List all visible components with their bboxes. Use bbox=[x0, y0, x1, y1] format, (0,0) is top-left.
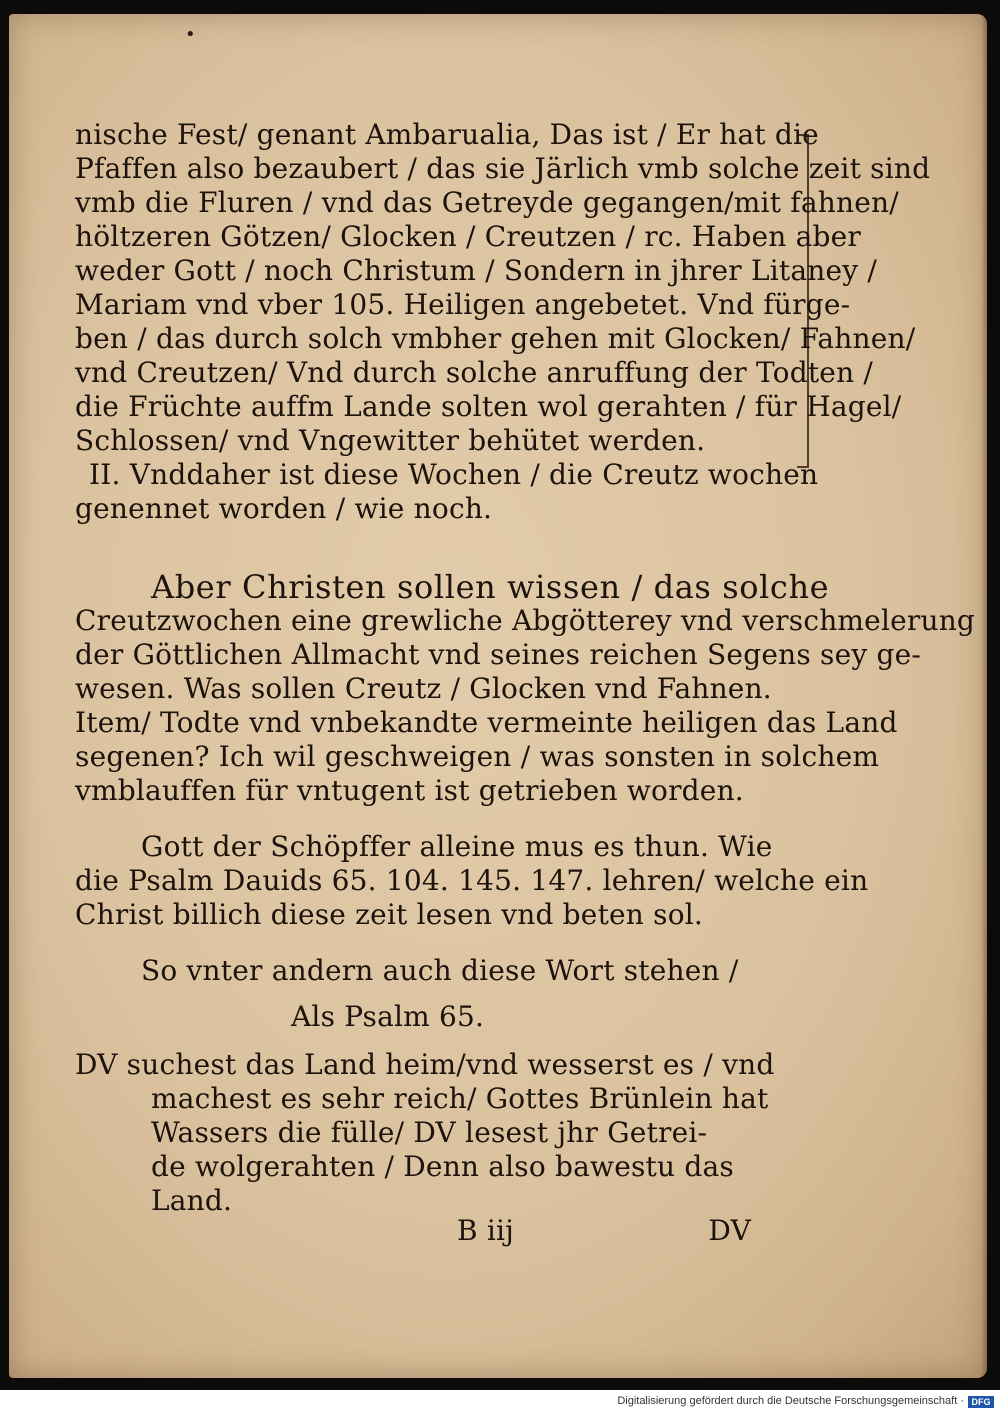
catchword: DV bbox=[708, 1214, 751, 1247]
paragraph-1 bbox=[75, 118, 931, 526]
book-page bbox=[9, 14, 987, 1378]
text-line: höltzeren Götzen/ Glocken / Creutzen / rc. Haben aber bbox=[75, 220, 861, 253]
page-edge-shadow bbox=[981, 14, 987, 1378]
paragraph-3 bbox=[75, 830, 869, 932]
text-line: segenen? Ich wil geschweigen / was sonsten in solchem bbox=[75, 740, 880, 773]
text-line: Mariam vnd vber 105. Heiligen angebetet. Vnd fürge- bbox=[75, 288, 851, 321]
text-line: vmb die Fluren / vnd das Getreyde gegangen/mit fahnen/ bbox=[75, 186, 899, 219]
text-line: die Psalm Dauids 65. 104. 145. 147. lehren/ welche ein bbox=[75, 864, 869, 897]
text-line: Pfaffen also bezaubert / das sie Järlich vmb solche zeit sind bbox=[75, 152, 931, 185]
text-line: vnd Creutzen/ Vnd durch solche anruffung der Todten / bbox=[75, 356, 874, 389]
text-line: ben / das durch solch vmbher gehen mit Glocken/ Fahnen/ bbox=[75, 322, 916, 355]
text-line: Item/ Todte vnd vnbekandte vermeinte heiligen das Land bbox=[75, 706, 898, 739]
text-line: So vnter andern auch diese Wort stehen / bbox=[141, 954, 739, 987]
text-line: Land. bbox=[151, 1184, 233, 1217]
paragraph-2 bbox=[75, 568, 976, 808]
psalm-text bbox=[75, 1048, 811, 1218]
text-line: DV suchest das Land heim/vnd wesserst es / vnd bbox=[75, 1048, 775, 1081]
funding-credit: Digitalisierung gefördert durch die Deutsche Forschungsgemeinschaft · bbox=[617, 1395, 964, 1407]
text-line: Creutzwochen eine grewliche Abgötterey vnd verschmelerung bbox=[75, 604, 976, 637]
text-line: vmblauffen für vntugent ist getrieben worden. bbox=[75, 774, 744, 807]
text-line: nische Fest/ genant Ambarualia, Das ist / Er hat die bbox=[75, 118, 819, 151]
text-line: die Früchte auffm Lande solten wol gerahten / für Hagel/ bbox=[75, 390, 902, 423]
text-line: Wassers die fülle/ DV lesest jhr Getrei- bbox=[151, 1116, 708, 1149]
page-footer-line bbox=[75, 1214, 811, 1248]
text-line: weder Gott / noch Christum / Sondern in jhrer Litaney / bbox=[75, 254, 877, 287]
text-line: der Göttlichen Allmacht vnd seines reichen Segens sey ge- bbox=[75, 638, 922, 671]
text-line: wesen. Was sollen Creutz / Glocken vnd Fahnen. bbox=[75, 672, 772, 705]
signature-mark: B iij bbox=[457, 1214, 515, 1247]
text-line: machest es sehr reich/ Gottes Brünlein hat bbox=[151, 1082, 769, 1115]
psalm-heading-block bbox=[75, 1000, 811, 1034]
corner-mark: • bbox=[185, 24, 196, 45]
text-line: Christ billich diese zeit lesen vnd beten sol. bbox=[75, 898, 704, 931]
digitization-footer bbox=[0, 1392, 1000, 1411]
text-line: genennet worden / wie noch. bbox=[75, 492, 493, 525]
text-line: de wolgerahten / Denn also bawestu das bbox=[151, 1150, 734, 1183]
text-line: Gott der Schöpffer alleine mus es thun. Wie bbox=[141, 830, 773, 863]
psalm-heading: Als Psalm 65. bbox=[291, 1000, 485, 1033]
dfg-logo: DFG bbox=[968, 1396, 994, 1408]
text-line: Schlossen/ vnd Vngewitter behütet werden. bbox=[75, 424, 706, 457]
text-line: Aber Christen sollen wissen / das solche bbox=[151, 568, 830, 606]
text-line: II. Vnddaher ist diese Wochen / die Creutz wochen bbox=[89, 458, 819, 491]
paragraph-4 bbox=[75, 954, 811, 988]
